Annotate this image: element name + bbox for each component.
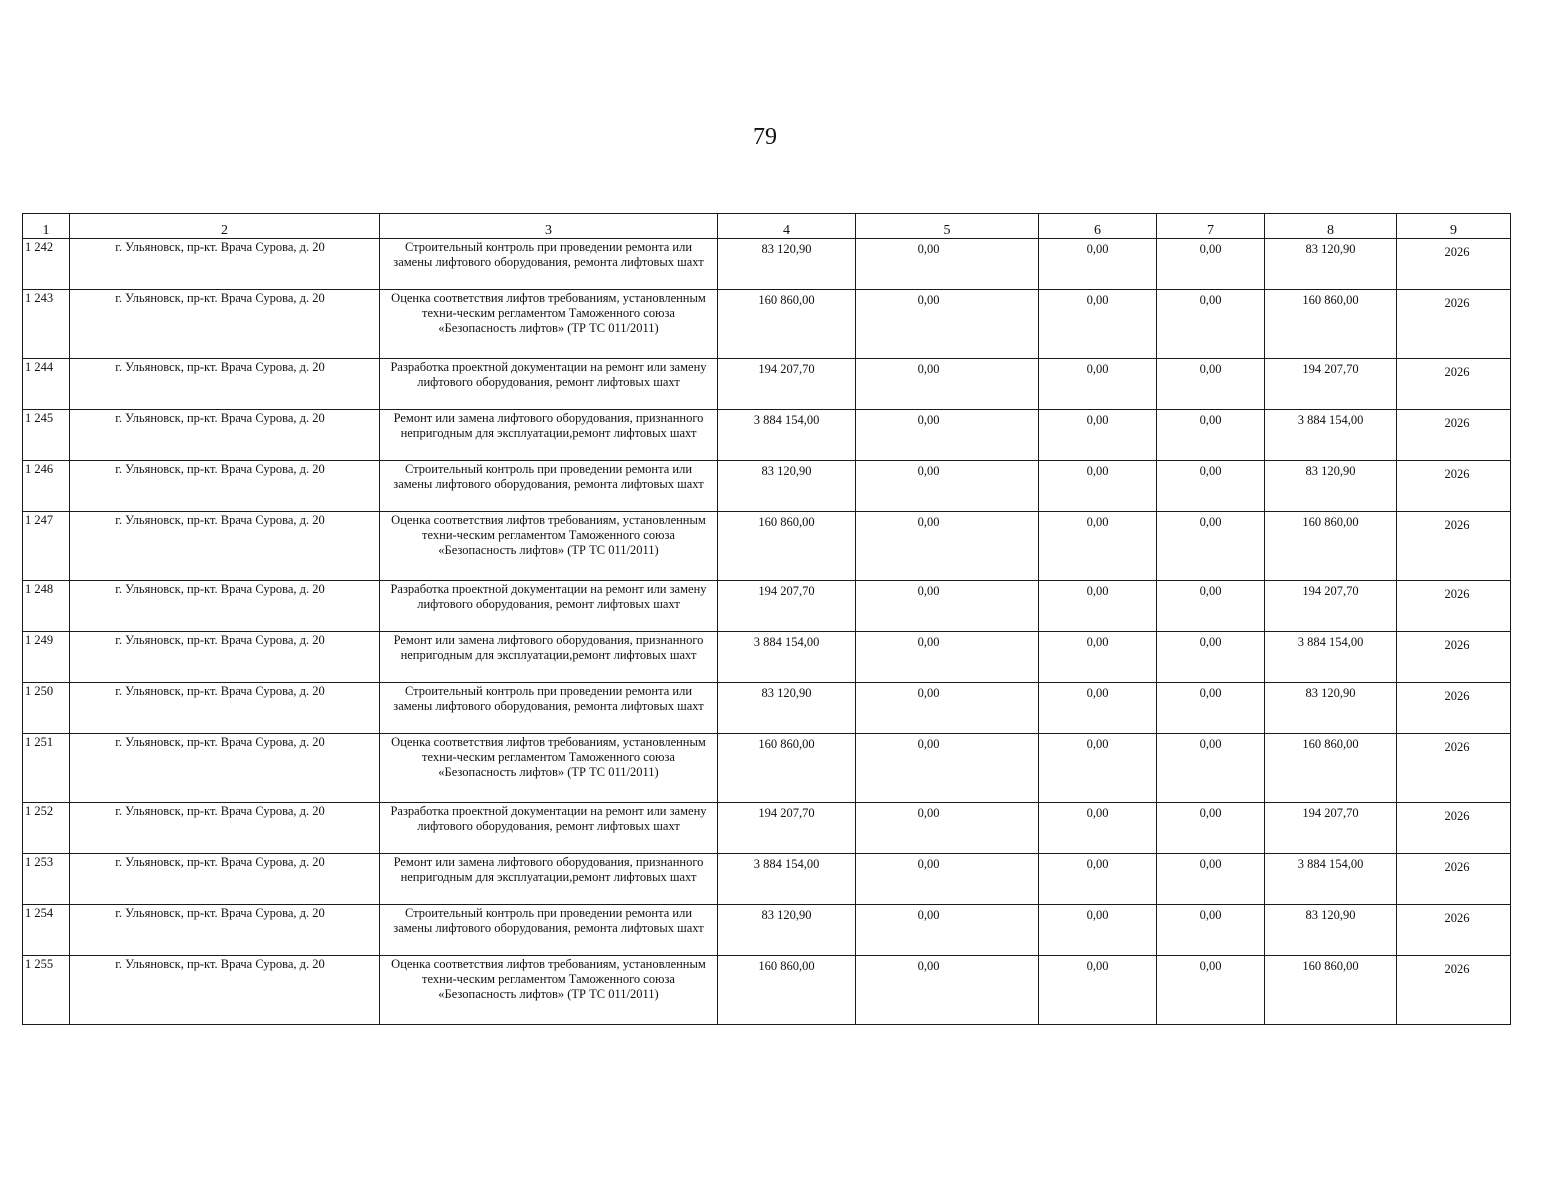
value-cell-6: 0,00 <box>1039 410 1157 461</box>
address-cell: г. Ульяновск, пр-кт. Врача Сурова, д. 20 <box>70 461 380 512</box>
total-cost-cell: 160 860,00 <box>718 734 856 803</box>
value-cell-6: 0,00 <box>1039 956 1157 1025</box>
year-cell: 2026 <box>1397 956 1511 1025</box>
work-type-cell: Оценка соответствия лифтов требованиям, установленным техни-ческим регламентом Таможенного союза «Безопасность лифтов» (ТР ТС 011/2011) <box>380 956 718 1025</box>
table-row <box>23 803 1511 854</box>
value-cell-6: 0,00 <box>1039 734 1157 803</box>
total-cost-cell: 160 860,00 <box>718 290 856 359</box>
total-cost-cell: 3 884 154,00 <box>718 410 856 461</box>
total-cost-cell: 194 207,70 <box>718 359 856 410</box>
year-cell: 2026 <box>1397 581 1511 632</box>
address-cell: г. Ульяновск, пр-кт. Врача Сурова, д. 20 <box>70 632 380 683</box>
fund-cost-cell: 83 120,90 <box>1265 239 1397 290</box>
address-cell: г. Ульяновск, пр-кт. Врача Сурова, д. 20 <box>70 905 380 956</box>
row-number: 1 247 <box>23 512 70 581</box>
column-header: 3 <box>380 214 718 239</box>
row-number: 1 246 <box>23 461 70 512</box>
value-cell-6: 0,00 <box>1039 461 1157 512</box>
table-row <box>23 683 1511 734</box>
fund-cost-cell: 160 860,00 <box>1265 956 1397 1025</box>
column-header: 4 <box>718 214 856 239</box>
table-row <box>23 290 1511 359</box>
value-cell-6: 0,00 <box>1039 854 1157 905</box>
table-row <box>23 359 1511 410</box>
total-cost-cell: 194 207,70 <box>718 581 856 632</box>
table-row <box>23 410 1511 461</box>
row-number: 1 254 <box>23 905 70 956</box>
address-cell: г. Ульяновск, пр-кт. Врача Сурова, д. 20 <box>70 410 380 461</box>
value-cell-5: 0,00 <box>856 512 1039 581</box>
total-cost-cell: 160 860,00 <box>718 512 856 581</box>
address-cell: г. Ульяновск, пр-кт. Врача Сурова, д. 20 <box>70 581 380 632</box>
table-body <box>23 239 1511 1025</box>
value-cell-7: 0,00 <box>1157 359 1265 410</box>
address-cell: г. Ульяновск, пр-кт. Врача Сурова, д. 20 <box>70 734 380 803</box>
value-cell-6: 0,00 <box>1039 632 1157 683</box>
year-cell: 2026 <box>1397 905 1511 956</box>
capital-repair-table <box>22 213 1511 1025</box>
work-type-cell: Разработка проектной документации на ремонт или замену лифтового оборудования, ремонт лифтовых шахт <box>380 581 718 632</box>
value-cell-5: 0,00 <box>856 734 1039 803</box>
fund-cost-cell: 3 884 154,00 <box>1265 632 1397 683</box>
column-header: 1 <box>23 214 70 239</box>
fund-cost-cell: 194 207,70 <box>1265 359 1397 410</box>
row-number: 1 245 <box>23 410 70 461</box>
work-type-cell: Оценка соответствия лифтов требованиям, установленным техни-ческим регламентом Таможенного союза «Безопасность лифтов» (ТР ТС 011/2011) <box>380 734 718 803</box>
table-row <box>23 734 1511 803</box>
value-cell-6: 0,00 <box>1039 512 1157 581</box>
address-cell: г. Ульяновск, пр-кт. Врача Сурова, д. 20 <box>70 512 380 581</box>
value-cell-7: 0,00 <box>1157 239 1265 290</box>
value-cell-5: 0,00 <box>856 290 1039 359</box>
row-number: 1 243 <box>23 290 70 359</box>
row-number: 1 242 <box>23 239 70 290</box>
work-type-cell: Оценка соответствия лифтов требованиям, установленным техни-ческим регламентом Таможенного союза «Безопасность лифтов» (ТР ТС 011/2011) <box>380 290 718 359</box>
table-row <box>23 854 1511 905</box>
value-cell-5: 0,00 <box>856 410 1039 461</box>
value-cell-6: 0,00 <box>1039 581 1157 632</box>
column-header: 6 <box>1039 214 1157 239</box>
value-cell-7: 0,00 <box>1157 461 1265 512</box>
value-cell-7: 0,00 <box>1157 290 1265 359</box>
work-type-cell: Разработка проектной документации на ремонт или замену лифтового оборудования, ремонт лифтовых шахт <box>380 803 718 854</box>
value-cell-7: 0,00 <box>1157 683 1265 734</box>
work-type-cell: Оценка соответствия лифтов требованиям, установленным техни-ческим регламентом Таможенного союза «Безопасность лифтов» (ТР ТС 011/2011) <box>380 512 718 581</box>
row-number: 1 249 <box>23 632 70 683</box>
value-cell-5: 0,00 <box>856 581 1039 632</box>
column-header: 7 <box>1157 214 1265 239</box>
value-cell-6: 0,00 <box>1039 359 1157 410</box>
value-cell-6: 0,00 <box>1039 803 1157 854</box>
value-cell-5: 0,00 <box>856 854 1039 905</box>
column-header: 5 <box>856 214 1039 239</box>
value-cell-5: 0,00 <box>856 359 1039 410</box>
work-type-cell: Ремонт или замена лифтового оборудования, признанного непригодным для эксплуатации,ремонт лифтовых шахт <box>380 632 718 683</box>
value-cell-7: 0,00 <box>1157 803 1265 854</box>
year-cell: 2026 <box>1397 239 1511 290</box>
value-cell-5: 0,00 <box>856 905 1039 956</box>
fund-cost-cell: 160 860,00 <box>1265 290 1397 359</box>
row-number: 1 253 <box>23 854 70 905</box>
value-cell-5: 0,00 <box>856 239 1039 290</box>
value-cell-7: 0,00 <box>1157 581 1265 632</box>
fund-cost-cell: 83 120,90 <box>1265 683 1397 734</box>
table-row <box>23 905 1511 956</box>
value-cell-7: 0,00 <box>1157 854 1265 905</box>
year-cell: 2026 <box>1397 410 1511 461</box>
value-cell-5: 0,00 <box>856 956 1039 1025</box>
table-row <box>23 239 1511 290</box>
total-cost-cell: 83 120,90 <box>718 461 856 512</box>
work-type-cell: Строительный контроль при проведении ремонта или замены лифтового оборудования, ремонта лифтовых шахт <box>380 239 718 290</box>
table-row <box>23 512 1511 581</box>
address-cell: г. Ульяновск, пр-кт. Врача Сурова, д. 20 <box>70 683 380 734</box>
row-number: 1 251 <box>23 734 70 803</box>
total-cost-cell: 3 884 154,00 <box>718 632 856 683</box>
fund-cost-cell: 160 860,00 <box>1265 734 1397 803</box>
year-cell: 2026 <box>1397 290 1511 359</box>
total-cost-cell: 83 120,90 <box>718 905 856 956</box>
fund-cost-cell: 83 120,90 <box>1265 461 1397 512</box>
value-cell-5: 0,00 <box>856 461 1039 512</box>
value-cell-5: 0,00 <box>856 632 1039 683</box>
row-number: 1 244 <box>23 359 70 410</box>
table-row <box>23 632 1511 683</box>
value-cell-5: 0,00 <box>856 683 1039 734</box>
year-cell: 2026 <box>1397 512 1511 581</box>
work-type-cell: Ремонт или замена лифтового оборудования, признанного непригодным для эксплуатации,ремонт лифтовых шахт <box>380 854 718 905</box>
value-cell-7: 0,00 <box>1157 956 1265 1025</box>
year-cell: 2026 <box>1397 683 1511 734</box>
year-cell: 2026 <box>1397 359 1511 410</box>
fund-cost-cell: 194 207,70 <box>1265 803 1397 854</box>
year-cell: 2026 <box>1397 734 1511 803</box>
column-number-row <box>23 214 1511 239</box>
address-cell: г. Ульяновск, пр-кт. Врача Сурова, д. 20 <box>70 359 380 410</box>
work-type-cell: Строительный контроль при проведении ремонта или замены лифтового оборудования, ремонта лифтовых шахт <box>380 461 718 512</box>
value-cell-6: 0,00 <box>1039 683 1157 734</box>
address-cell: г. Ульяновск, пр-кт. Врача Сурова, д. 20 <box>70 290 380 359</box>
row-number: 1 255 <box>23 956 70 1025</box>
column-header: 9 <box>1397 214 1511 239</box>
address-cell: г. Ульяновск, пр-кт. Врача Сурова, д. 20 <box>70 854 380 905</box>
column-header: 2 <box>70 214 380 239</box>
year-cell: 2026 <box>1397 632 1511 683</box>
value-cell-7: 0,00 <box>1157 734 1265 803</box>
fund-cost-cell: 83 120,90 <box>1265 905 1397 956</box>
total-cost-cell: 83 120,90 <box>718 239 856 290</box>
address-cell: г. Ульяновск, пр-кт. Врача Сурова, д. 20 <box>70 239 380 290</box>
year-cell: 2026 <box>1397 461 1511 512</box>
value-cell-6: 0,00 <box>1039 290 1157 359</box>
fund-cost-cell: 3 884 154,00 <box>1265 854 1397 905</box>
row-number: 1 248 <box>23 581 70 632</box>
value-cell-7: 0,00 <box>1157 410 1265 461</box>
table-row <box>23 461 1511 512</box>
address-cell: г. Ульяновск, пр-кт. Врача Сурова, д. 20 <box>70 803 380 854</box>
value-cell-7: 0,00 <box>1157 512 1265 581</box>
fund-cost-cell: 194 207,70 <box>1265 581 1397 632</box>
column-header: 8 <box>1265 214 1397 239</box>
value-cell-6: 0,00 <box>1039 239 1157 290</box>
total-cost-cell: 160 860,00 <box>718 956 856 1025</box>
value-cell-6: 0,00 <box>1039 905 1157 956</box>
total-cost-cell: 194 207,70 <box>718 803 856 854</box>
row-number: 1 252 <box>23 803 70 854</box>
value-cell-7: 0,00 <box>1157 905 1265 956</box>
row-number: 1 250 <box>23 683 70 734</box>
year-cell: 2026 <box>1397 854 1511 905</box>
total-cost-cell: 83 120,90 <box>718 683 856 734</box>
work-type-cell: Строительный контроль при проведении ремонта или замены лифтового оборудования, ремонта лифтовых шахт <box>380 683 718 734</box>
fund-cost-cell: 3 884 154,00 <box>1265 410 1397 461</box>
page-number: 79 <box>753 124 777 150</box>
year-cell: 2026 <box>1397 803 1511 854</box>
table-row <box>23 956 1511 1025</box>
work-type-cell: Строительный контроль при проведении ремонта или замены лифтового оборудования, ремонта лифтовых шахт <box>380 905 718 956</box>
fund-cost-cell: 160 860,00 <box>1265 512 1397 581</box>
address-cell: г. Ульяновск, пр-кт. Врача Сурова, д. 20 <box>70 956 380 1025</box>
work-type-cell: Разработка проектной документации на ремонт или замену лифтового оборудования, ремонт лифтовых шахт <box>380 359 718 410</box>
value-cell-5: 0,00 <box>856 803 1039 854</box>
table-row <box>23 581 1511 632</box>
total-cost-cell: 3 884 154,00 <box>718 854 856 905</box>
work-type-cell: Ремонт или замена лифтового оборудования, признанного непригодным для эксплуатации,ремонт лифтовых шахт <box>380 410 718 461</box>
value-cell-7: 0,00 <box>1157 632 1265 683</box>
